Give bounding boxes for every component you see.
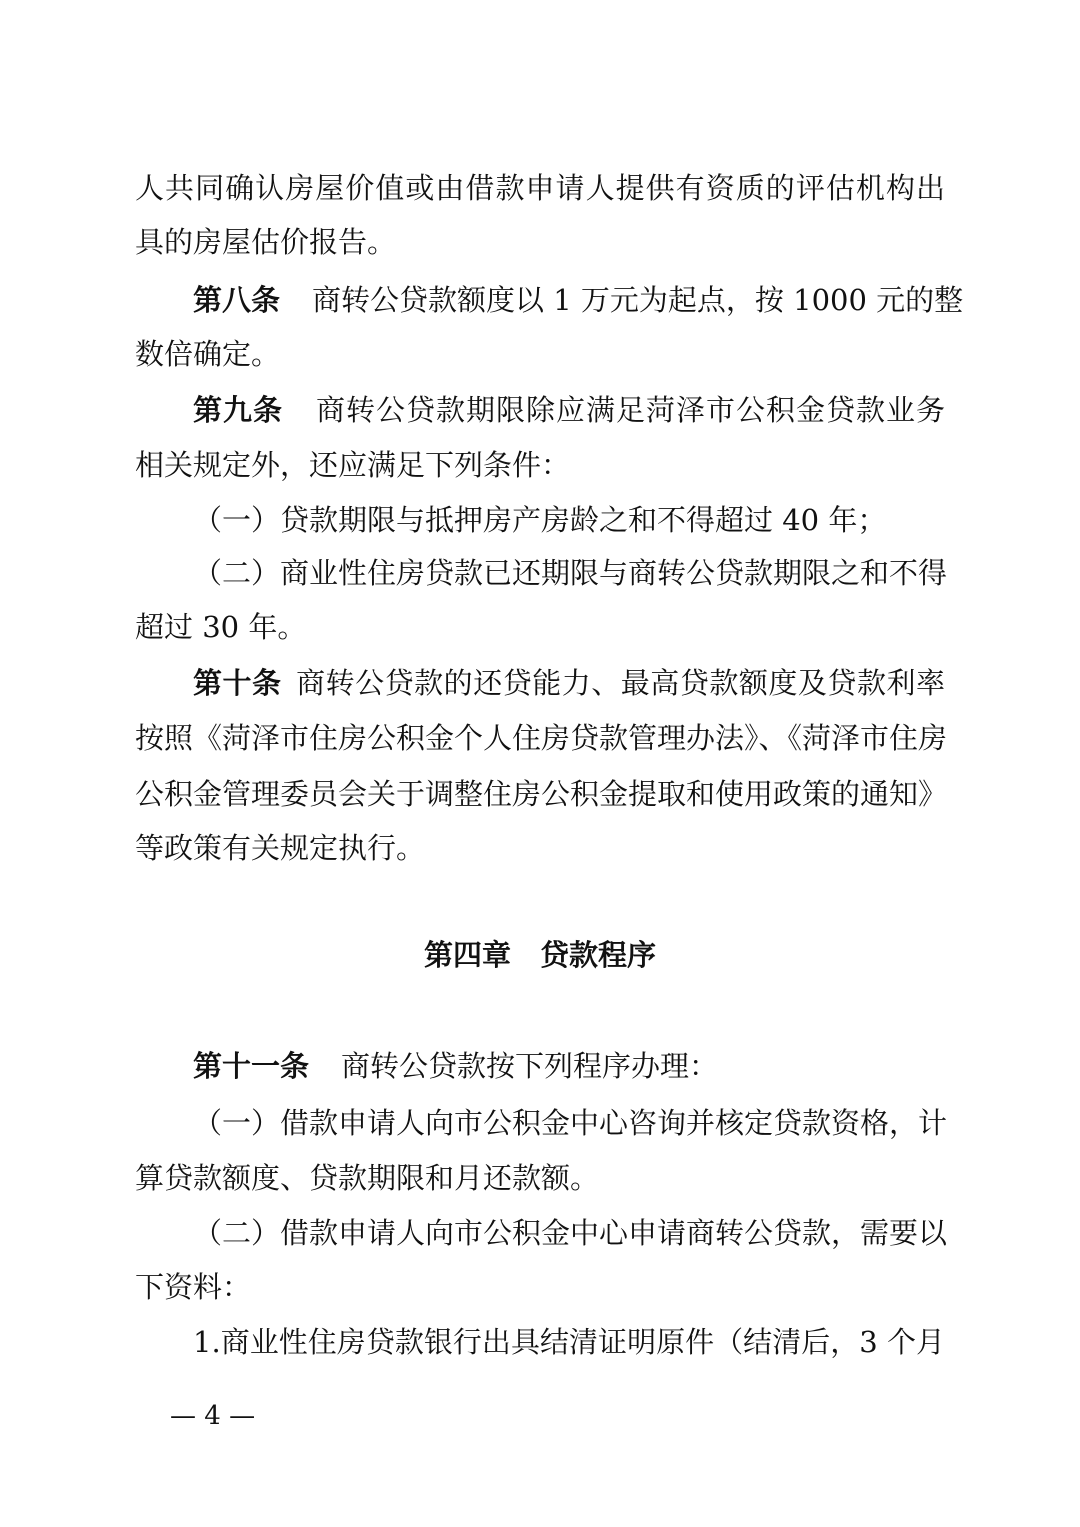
paragraph-line: 超过 30 年。 [135, 610, 307, 644]
paragraph-line: 公积金管理委员会关于调整住房公积金提取和使用政策的通知》 [135, 777, 948, 811]
paragraph-line: 按照《菏泽市住房公积金个人住房贷款管理办法》、《菏泽市住房 [135, 721, 948, 755]
paragraph-line: 算贷款额度、贷款期限和月还款额。 [135, 1161, 600, 1195]
article-8-heading: 第八条 [193, 283, 281, 317]
article-11-heading: 第十一条 [193, 1049, 310, 1083]
article-8-text: 商转公贷款额度以 1 万元为起点，按 1000 元的整 [312, 283, 964, 317]
chapter-title: 第四章 贷款程序 [423, 938, 656, 972]
list-item: （一）借款申请人向市公积金中心咨询并核定贷款资格，计 [193, 1106, 948, 1140]
paragraph-line: 相关规定外，还应满足下列条件： [135, 448, 571, 482]
article-10-text: 商转公贷款的还贷能力、最高贷款额度及贷款利率 [295, 666, 945, 700]
list-item: 1.商业性住房贷款银行出具结清证明原件（结清后，3 个月 [193, 1325, 945, 1359]
paragraph-line: 等政策有关规定执行。 [135, 831, 426, 865]
page-number: — 4 — [170, 1401, 256, 1431]
paragraph-line: 具的房屋估价报告。 [135, 225, 397, 259]
article-9-heading: 第九条 [193, 393, 283, 427]
article-8 [193, 280, 964, 320]
paragraph-line: 下资料： [135, 1270, 252, 1304]
list-item: （一）贷款期限与抵押房产房龄之和不得超过 40 年； [193, 503, 887, 537]
paragraph-line: 人共同确认房屋价值或由借款申请人提供有资质的评估机构出 [135, 171, 945, 205]
list-item: （二）借款申请人向市公积金中心申请商转公贷款，需要以 [193, 1216, 948, 1250]
article-9-text: 商转公贷款期限除应满足菏泽市公积金贷款业务 [315, 393, 945, 427]
paragraph-line: 数倍确定。 [135, 337, 281, 371]
list-item: （二）商业性住房贷款已还期限与商转公贷款期限之和不得 [193, 556, 948, 590]
article-10-heading: 第十条 [193, 666, 282, 700]
article-11 [193, 1046, 945, 1086]
article-10 [193, 663, 945, 703]
article-11-text: 商转公贷款按下列程序办理： [341, 1049, 719, 1083]
article-9 [193, 390, 945, 430]
